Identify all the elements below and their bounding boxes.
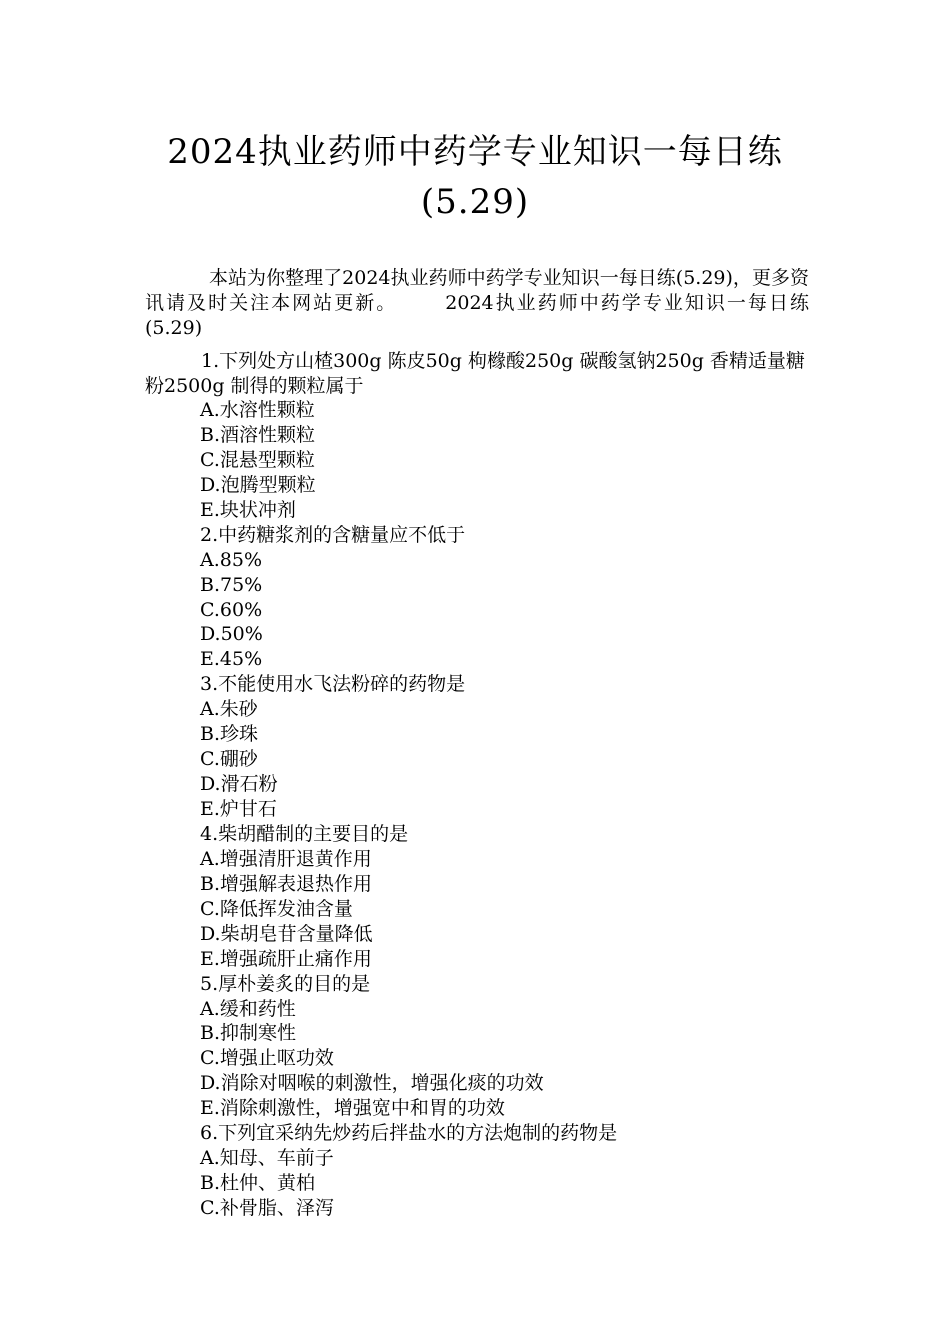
list-item: B.75% [200, 573, 263, 596]
list-item: A.水溶性颗粒 [200, 399, 315, 421]
list-item: C.混悬型颗粒 [200, 448, 315, 471]
intro-text: 本站为你整理了2024执业药师中药学专业知识一每日练(5.29)，更多资讯请及时关注本网站更新。 [145, 267, 809, 314]
list-item: B.酒溶性颗粒 [200, 423, 316, 446]
list-item: C.硼砂 [200, 748, 258, 771]
list-item: B.杜仲、黄柏 [200, 1172, 316, 1195]
list-item: A.朱砂 [200, 698, 258, 721]
list-item: 3.不能使用水飞法粉碎的药物是 [200, 673, 466, 696]
intro-subtitle: 2024执业药师中药学专业知识一每日练(5.29) [145, 292, 809, 339]
list-item: A.知母、车前子 [200, 1147, 334, 1170]
list-item: C.60% [200, 598, 263, 621]
list-item: E.增强疏肝止痛作用 [200, 947, 372, 970]
list-item: 6.下列宜采纳先炒药后拌盐水的方法炮制的药物是 [200, 1122, 618, 1145]
question-1-text: 1.下列处方山楂300g 陈皮50g 枸橼酸250g 碳酸氢钠250g 香精适量糖粉2500g 制得的颗粒属于 [145, 350, 805, 397]
list-item: C.增强止呕功效 [200, 1047, 334, 1070]
list-item: C.降低挥发油含量 [200, 897, 353, 920]
list-item: E.消除刺激性，增强宽中和胃的功效 [200, 1097, 505, 1120]
question-list [200, 398, 810, 1221]
list-item: B.增强解表退热作用 [200, 872, 373, 895]
question-1-stem [145, 349, 809, 399]
list-item: 4.柴胡醋制的主要目的是 [200, 822, 409, 845]
document-title-line-1: 2024执业药师中药学专业知识一每日练 [167, 132, 783, 172]
document-title-line-2: (5.29) [420, 182, 530, 222]
list-item: 5.厚朴姜炙的目的是 [200, 972, 371, 995]
list-item: A.缓和药性 [200, 997, 296, 1020]
list-item: A.增强清肝退黄作用 [200, 847, 372, 870]
intro-paragraph [145, 266, 809, 341]
list-item: E.块状冲剂 [200, 498, 296, 521]
list-item: D.柴胡皂苷含量降低 [200, 922, 373, 945]
list-item: 2.中药糖浆剂的含糖量应不低于 [200, 523, 466, 546]
list-item: E.45% [200, 648, 263, 671]
list-item: C.补骨脂、泽泻 [200, 1197, 334, 1219]
list-item: E.炉甘石 [200, 798, 277, 820]
list-item: A.85% [200, 548, 262, 571]
list-item: D.消除对咽喉的刺激性，增强化痰的功效 [200, 1072, 544, 1095]
list-item: B.抑制寒性 [200, 1022, 297, 1045]
list-item: D.泡腾型颗粒 [200, 473, 316, 496]
list-item: B.珍珠 [200, 723, 259, 746]
list-item: D.50% [200, 623, 263, 646]
list-item: D.滑石粉 [200, 773, 278, 796]
